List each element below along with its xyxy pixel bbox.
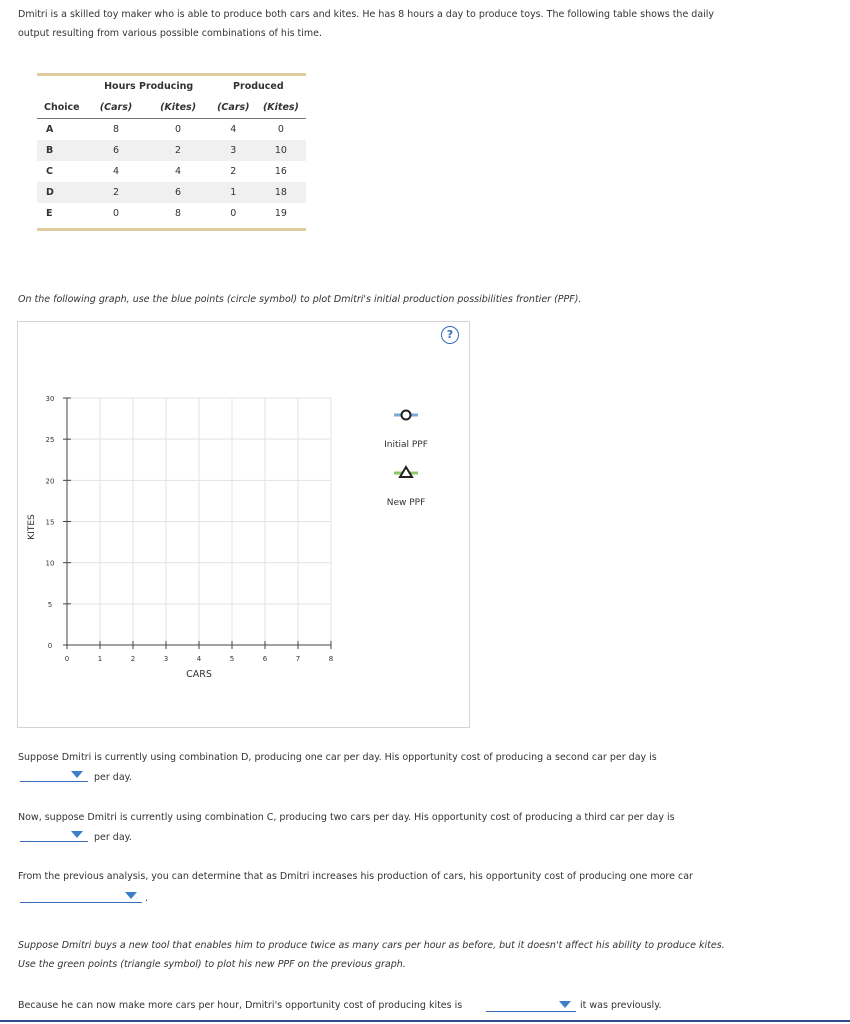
question-4-line-2: Use the green points (triangle symbol) to plot his new PPF on the previous graph.	[18, 959, 406, 970]
q1-dropdown[interactable]	[20, 768, 88, 782]
chevron-down-icon	[71, 831, 83, 838]
question-4	[18, 936, 818, 974]
q5-dropdown[interactable]	[486, 998, 576, 1012]
hours-cars-cell: 4	[112, 166, 120, 177]
question-2-text: Now, suppose Dmitri is currently using combination C, producing two cars per day. His opportunity cost of producing a third car per day is	[18, 812, 675, 823]
header-choice: Choice	[37, 97, 87, 119]
y-tick-label: 20	[45, 477, 55, 486]
y-tick-label: 0	[47, 642, 53, 650]
header-hours-cars: (Cars)	[87, 97, 146, 119]
hours-cars-cell: 2	[87, 182, 146, 203]
header-hours-kites: (Kites)	[145, 97, 210, 119]
produced-kites-cell: 0	[277, 124, 284, 135]
y-tick-label: 10	[45, 559, 55, 568]
x-tick-label: 0	[64, 655, 70, 663]
produced-cars-cell: 3	[211, 140, 256, 161]
question-3	[18, 867, 818, 886]
q2-dropdown[interactable]	[20, 828, 88, 842]
choice-cell: C	[46, 166, 53, 177]
header-hours-producing: Hours Producing	[104, 81, 194, 92]
q5-suffix: it was previously.	[580, 1000, 662, 1011]
chevron-down-icon	[125, 892, 137, 899]
choice-cell: A	[46, 124, 54, 135]
hours-kites-cell: 6	[145, 182, 210, 203]
circle-point-icon	[402, 411, 411, 420]
plot-axes	[46, 395, 334, 663]
produced-cars-cell: 4	[230, 124, 237, 135]
x-tick-label: 7	[295, 655, 301, 663]
produced-kites-cell: 18	[256, 182, 306, 203]
produced-kites-cell: 19	[274, 208, 287, 219]
hours-cars-cell: 8	[112, 124, 120, 135]
produced-cars-cell: 2	[230, 166, 237, 177]
graph-instruction: On the following graph, use the blue points (circle symbol) to plot Dmitri's initial production possibilities frontier (PPF).	[18, 294, 582, 305]
q3-suffix: .	[145, 893, 149, 904]
y-tick-label: 30	[45, 395, 55, 403]
hours-kites-cell: 4	[175, 166, 182, 177]
hours-kites-cell: 2	[145, 140, 210, 161]
question-5-text: Because he can now make more cars per hour, Dmitri's opportunity cost of producing kites is	[18, 1000, 463, 1011]
question-4-line-1: Suppose Dmitri buys a new tool that enables him to produce twice as many cars per hour as before, but it doesn't affect his ability to produce kites.	[18, 940, 725, 951]
page-bottom-border	[0, 1020, 850, 1022]
hours-cars-cell: 0	[112, 208, 120, 219]
q2-suffix: per day.	[94, 832, 132, 843]
y-tick-label: 5	[47, 600, 53, 609]
legend-initial-ppf-label: Initial PPF	[384, 440, 428, 450]
x-tick-label: 1	[97, 655, 103, 663]
hours-kites-cell: 8	[175, 208, 182, 219]
header-produced-cars: (Cars)	[211, 97, 256, 119]
question-2	[18, 808, 818, 827]
produced-kites-cell: 16	[274, 166, 287, 177]
help-icon[interactable]: ?	[441, 326, 459, 344]
intro-line-1: Dmitri is a skilled toy maker who is able to produce both cars and kites. He has 8 hours a day to produce toys. The following table shows the daily	[18, 9, 715, 20]
x-tick-label: 2	[130, 655, 136, 663]
x-tick-label: 3	[163, 655, 169, 663]
q3-dropdown[interactable]	[20, 889, 142, 903]
x-axis-label: CARS	[186, 669, 212, 680]
hours-cars-cell: 6	[87, 140, 146, 161]
y-axis-label: KITES	[27, 514, 37, 540]
x-tick-label: 8	[328, 655, 334, 663]
y-tick-label: 25	[45, 436, 55, 445]
header-produced-kites: (Kites)	[256, 97, 306, 119]
chevron-down-icon	[71, 771, 83, 778]
choice-cell: B	[37, 140, 87, 161]
chevron-down-icon	[559, 1001, 571, 1008]
new-ppf-tool[interactable]	[394, 467, 418, 477]
hours-kites-cell: 0	[175, 124, 182, 135]
header-produced: Produced	[233, 81, 284, 92]
question-1	[18, 748, 818, 767]
choice-cell: E	[46, 208, 53, 219]
produced-kites-cell: 10	[256, 140, 306, 161]
choice-cell: D	[37, 182, 87, 203]
question-1-text: Suppose Dmitri is currently using combination D, producing one car per day. His opportunity cost of producing a second car per day is	[18, 752, 657, 763]
produced-cars-cell: 1	[211, 182, 256, 203]
x-tick-label: 6	[262, 655, 268, 663]
y-tick-label: 15	[45, 518, 55, 527]
x-tick-label: 4	[196, 655, 202, 663]
produced-cars-cell: 0	[230, 208, 237, 219]
initial-ppf-tool[interactable]	[394, 411, 418, 420]
x-tick-label: 5	[229, 655, 235, 663]
plot-grid	[67, 398, 331, 645]
intro-line-2: output resulting from various possible combinations of his time.	[18, 28, 323, 39]
question-3-text: From the previous analysis, you can determine that as Dmitri increases his production of cars, his opportunity cost of producing one more car	[18, 871, 693, 882]
legend-new-ppf-label: New PPF	[386, 498, 426, 508]
q1-suffix: per day.	[94, 772, 132, 783]
